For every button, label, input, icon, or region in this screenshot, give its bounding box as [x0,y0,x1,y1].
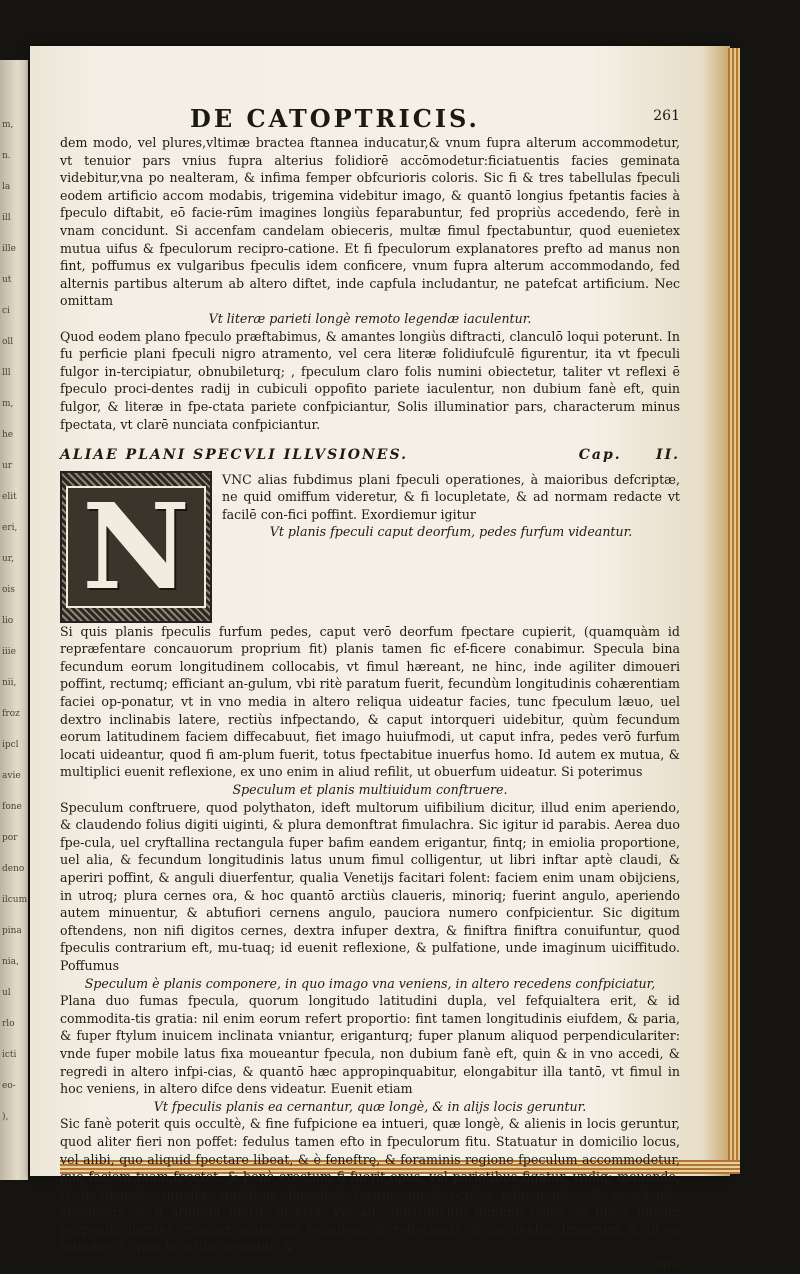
facing-page-fragment: deno [2,864,25,874]
section-heading: Vt planis fpeculi caput deorfum, pedes furfum videantur. [269,524,633,540]
paragraph: Quod eodem plano fpeculo præftabimus, & amantes longiùs diftracti, clanculō loqui poterunt. In fu perficie plani fpeculi nigro atramento, vel cera literæ folidiufculē figurentur, ita vt fpeculi fulgor in-tercipiatur, obnubileturq; , fpeculum claro folis numini obiectetur, taliter vt reflexi ē fpeculo proci-dentes radij in cubiculi oppofito pariete iaculentur, non dubium fanè eft, quin fulgor, & literæ in fpe-ctata pariete confpiciantur, Solis illuminatior pars, characterum minus fpectata, vt clarē nunciata confpiciantur. [60,328,680,432]
facing-page-fragment: ilcum [2,895,28,905]
facing-page-fragment: elit [2,492,17,502]
facing-page-fragment: fone [2,802,22,812]
facing-page-fragment: icti [2,1050,17,1060]
facing-page-fragment: la [2,182,11,192]
paragraph: VNC alias fubdimus plani fpeculi operationes, à maioribus defcriptæ, ne quid omiffum videretur, & fi locupletate, & ad normam redacte vt facilē con-fici poffint. Exordiemur igitur [222,471,680,522]
facing-page-fragment: m, [2,120,14,130]
facing-page-fragment: ur, [2,554,14,564]
facing-page-fragment: ), [2,1112,9,1122]
facing-page-fragment: ul [2,988,11,998]
facing-page-fragment: froz [2,709,20,719]
facing-page-fragment: ois [2,585,15,595]
section-heading: Vt literæ parieti longè remoto legendæ iaculentur. [208,310,532,326]
paragraph: dem modo, vel plures,vltimæ bractea ftannea inducatur,& vnum fupra alterum accommodetur, vt tenuior pars vnius fupra alterius folidiorē accōmodetur:ficiatuentis facies geminata videbitur,vna po nealteram, & infima femper obfcurioris coloris. Sic fi & tres tabellulas fpeculi eodem artificio accom modabis, trigemina videbitur imago, & quantō longius fpetantis facies à fpeculo diftabit, eō facie-rūm imagines longiùs feparabuntur, fed propriùs accedendo, ferè in vnam concidunt. Si accenfam candelam obieceris, multæ fimul fpectabuntur, quod euenietex mutua uifus & fpeculorum recipro-catione. Et fi fpeculorum explanatores prefto ad manus non fint, poffumus ex vulgaribus fpeculis idem conficere, vnum fupra alterum accommodando, fed alternis partibus alterum ab altero diftet, inde capfula includantur, ne patefcat artificium. Nec omittam [60,135,680,309]
facing-page-fragment: nii, [2,678,17,688]
chapter-number: II. [656,447,680,464]
chapter-cap-label: Cap. [578,447,622,464]
facing-page-fragment: eri, [2,523,18,533]
facing-page-fragment: nia, [2,957,19,967]
facing-page-fragment: m, [2,399,14,409]
section-heading: Speculum et planis multiuidum conftruere. [232,782,508,798]
section-heading: Speculum è planis componere, in quo imago vna veniens, in altero recedens confpiciatur, [84,975,656,991]
page-edge-stack [728,48,740,1174]
paragraph: Sic fanè poterit quis occultè, & fine fufpicione ea intueri, quæ longè, & alienis in locis geruntur, quod aliter fieri non poffet: fedulus tamen efto in fpeculorum fitu. Statuatur in domicilio locus, vel alibi, quo aliquid fpectare libeat, & è feneftrę, & foraminis regione fpeculum accommodetur, quo faciem tuam fpectet, & benè erectum fi fuerit opus, vel parietibus figatur, vndiq; mouendo, & inclinando, quoulq; quefitum imaginet locum, quod oculos admouendo, & accedendo affequeris, & fi arduum fuerit, dioptra, vel alio inftrumento minimè falles, & fuper lineam perpendiculariter erigatur, angu-lum fecantem, & reflexionis, & incidentiæ linearum, & in ea intueberis, quæ loco illo geruntur, & [60,1116,680,1255]
facing-page-fragment: n. [2,151,11,161]
facing-page-fragment: he [2,430,14,440]
facing-page-fragment: rlo [2,1019,15,1029]
facing-page-fragment: ipcl [2,740,19,750]
facing-page-fragment: por [2,833,18,843]
page-header [60,104,680,133]
facing-page-fragment: ille [2,244,16,254]
facing-page-edge [0,60,28,1180]
facing-page-fragment: ill [2,213,11,223]
facing-page-fragment: lio [2,616,14,626]
paragraph: Si quis planis fpeculis furfum pedes, caput verō deorfum fpectare cupierit, (quamquàm id repræfentare concauorum proprium fit) planis tamen fic ef-ficere conabimur. Specula bina fecundum eorum longitudinem collocabis, vt fimul hæreant, ne hinc, inde agiliter dimoueri poffint, rectumq; efficiant an-gulum, vbi ritè paratum fuerit, fecundùm longitudinis cohærentiam faciei op-ponatur, vt in vno media in altero reliqua uideatur facies, tunc fpeculum læuo, uel dextro inclinabis latere, rectiùs infpectando, & caput intorqueri uidebitur, quùm fecundum eorum latitudinem faciem diffecabuut, fiet imago huiufmodi, ut caput infra, pedes verō furfum locati uideantur, quod fi am-plum fuerit, totus fpectabitue inuerfus homo. Id autem ex mutua, & multiplici euenit reflexione, ex uno enim in aliud refilit, ut obuerfum uideatur. Si poterimus [60,623,680,780]
facing-page-fragment: ur [2,461,13,471]
ornamental-initial [60,471,212,623]
chapter-title: ALIAE PLANI SPECVLI ILLVSIONES. [60,447,408,464]
chapter-heading [60,447,680,465]
dropcap-block [60,471,680,623]
running-title: DE CATOPTRICIS. [190,104,480,133]
paragraph: Speculum conftruere, quod polythaton, ideft multorum uifibilium dicitur, illud enim aperiendo, & claudendo folius digiti uiginti, & plura demonftrat fimulachra. Sic igitur id parabis. Aerea duo fpe-cula, uel cryftallina rectangula fuper bafim eandem erigantur, fintq; in emiolia proportione, uel alia, & fecundum longitudinis latus unum fimul colligentur, ut libri inftar aptè claudi, & aperiri poffint, & anguli diuerfentur, qualia Venetijs facitari folent: faciem enim unam obijciens, in utroq; plura cernes ora, & hoc quantō arctiùs claueris, minoriq; fuerint angulo, aperiendo autem minuentur, & abtufiori cernens angulo, pauciora numero confpicientur. Sic digitum oftendens, non nifi digitos cernes, dextra infuper dextra, & finiftra finiftra conuifuntur, quod fpeculis contrarium eft, mu-tuaq; id euenit reflexione, & pulfatione, unde imaginum uiciffitudo. Poffumus [60,799,680,973]
facing-page-fragment: oll [2,337,14,347]
page-number: 261 [653,108,680,124]
facing-page-fragment: ci [2,306,10,316]
facing-page-fragment: pina [2,926,22,936]
facing-page-fragment: iiie [2,647,16,657]
section-heading: Vt fpeculis planis ea cernantur, quæ longè, & in alijs locis geruntur. [153,1098,587,1114]
catchword: clarè [647,1257,680,1273]
facing-page-fragment: lll [2,368,11,378]
facing-page-fragment: eo- [2,1081,16,1091]
paragraph: Plana duo fumas fpecula, quorum longitudo latitudini dupla, vel fefquialtera erit, & id commodita-tis gratia: nil enim eorum refert proportio: fint tamen longitudinis eiufdem, & paria, & fuper ftylum inuicem inclinata vniantur, eriganturq; fuper planum aliquod perpendiculariter: vnde fuper mobile latus fixa moueantur fpecula, non dubium fanè eft, quin & in vno accedi, & regredi in altero infpi-cias, & quantō hæc appropinquabitur, elongabitur illa tantō, vt fimul in hoc veniens, in altero difce dens videatur. Euenit etiam [60,993,680,1097]
facing-page-fragment: ut [2,275,12,285]
facing-page-fragment: avie [2,771,21,781]
dropcap-letter: N [66,486,206,608]
page-body [60,134,680,1274]
